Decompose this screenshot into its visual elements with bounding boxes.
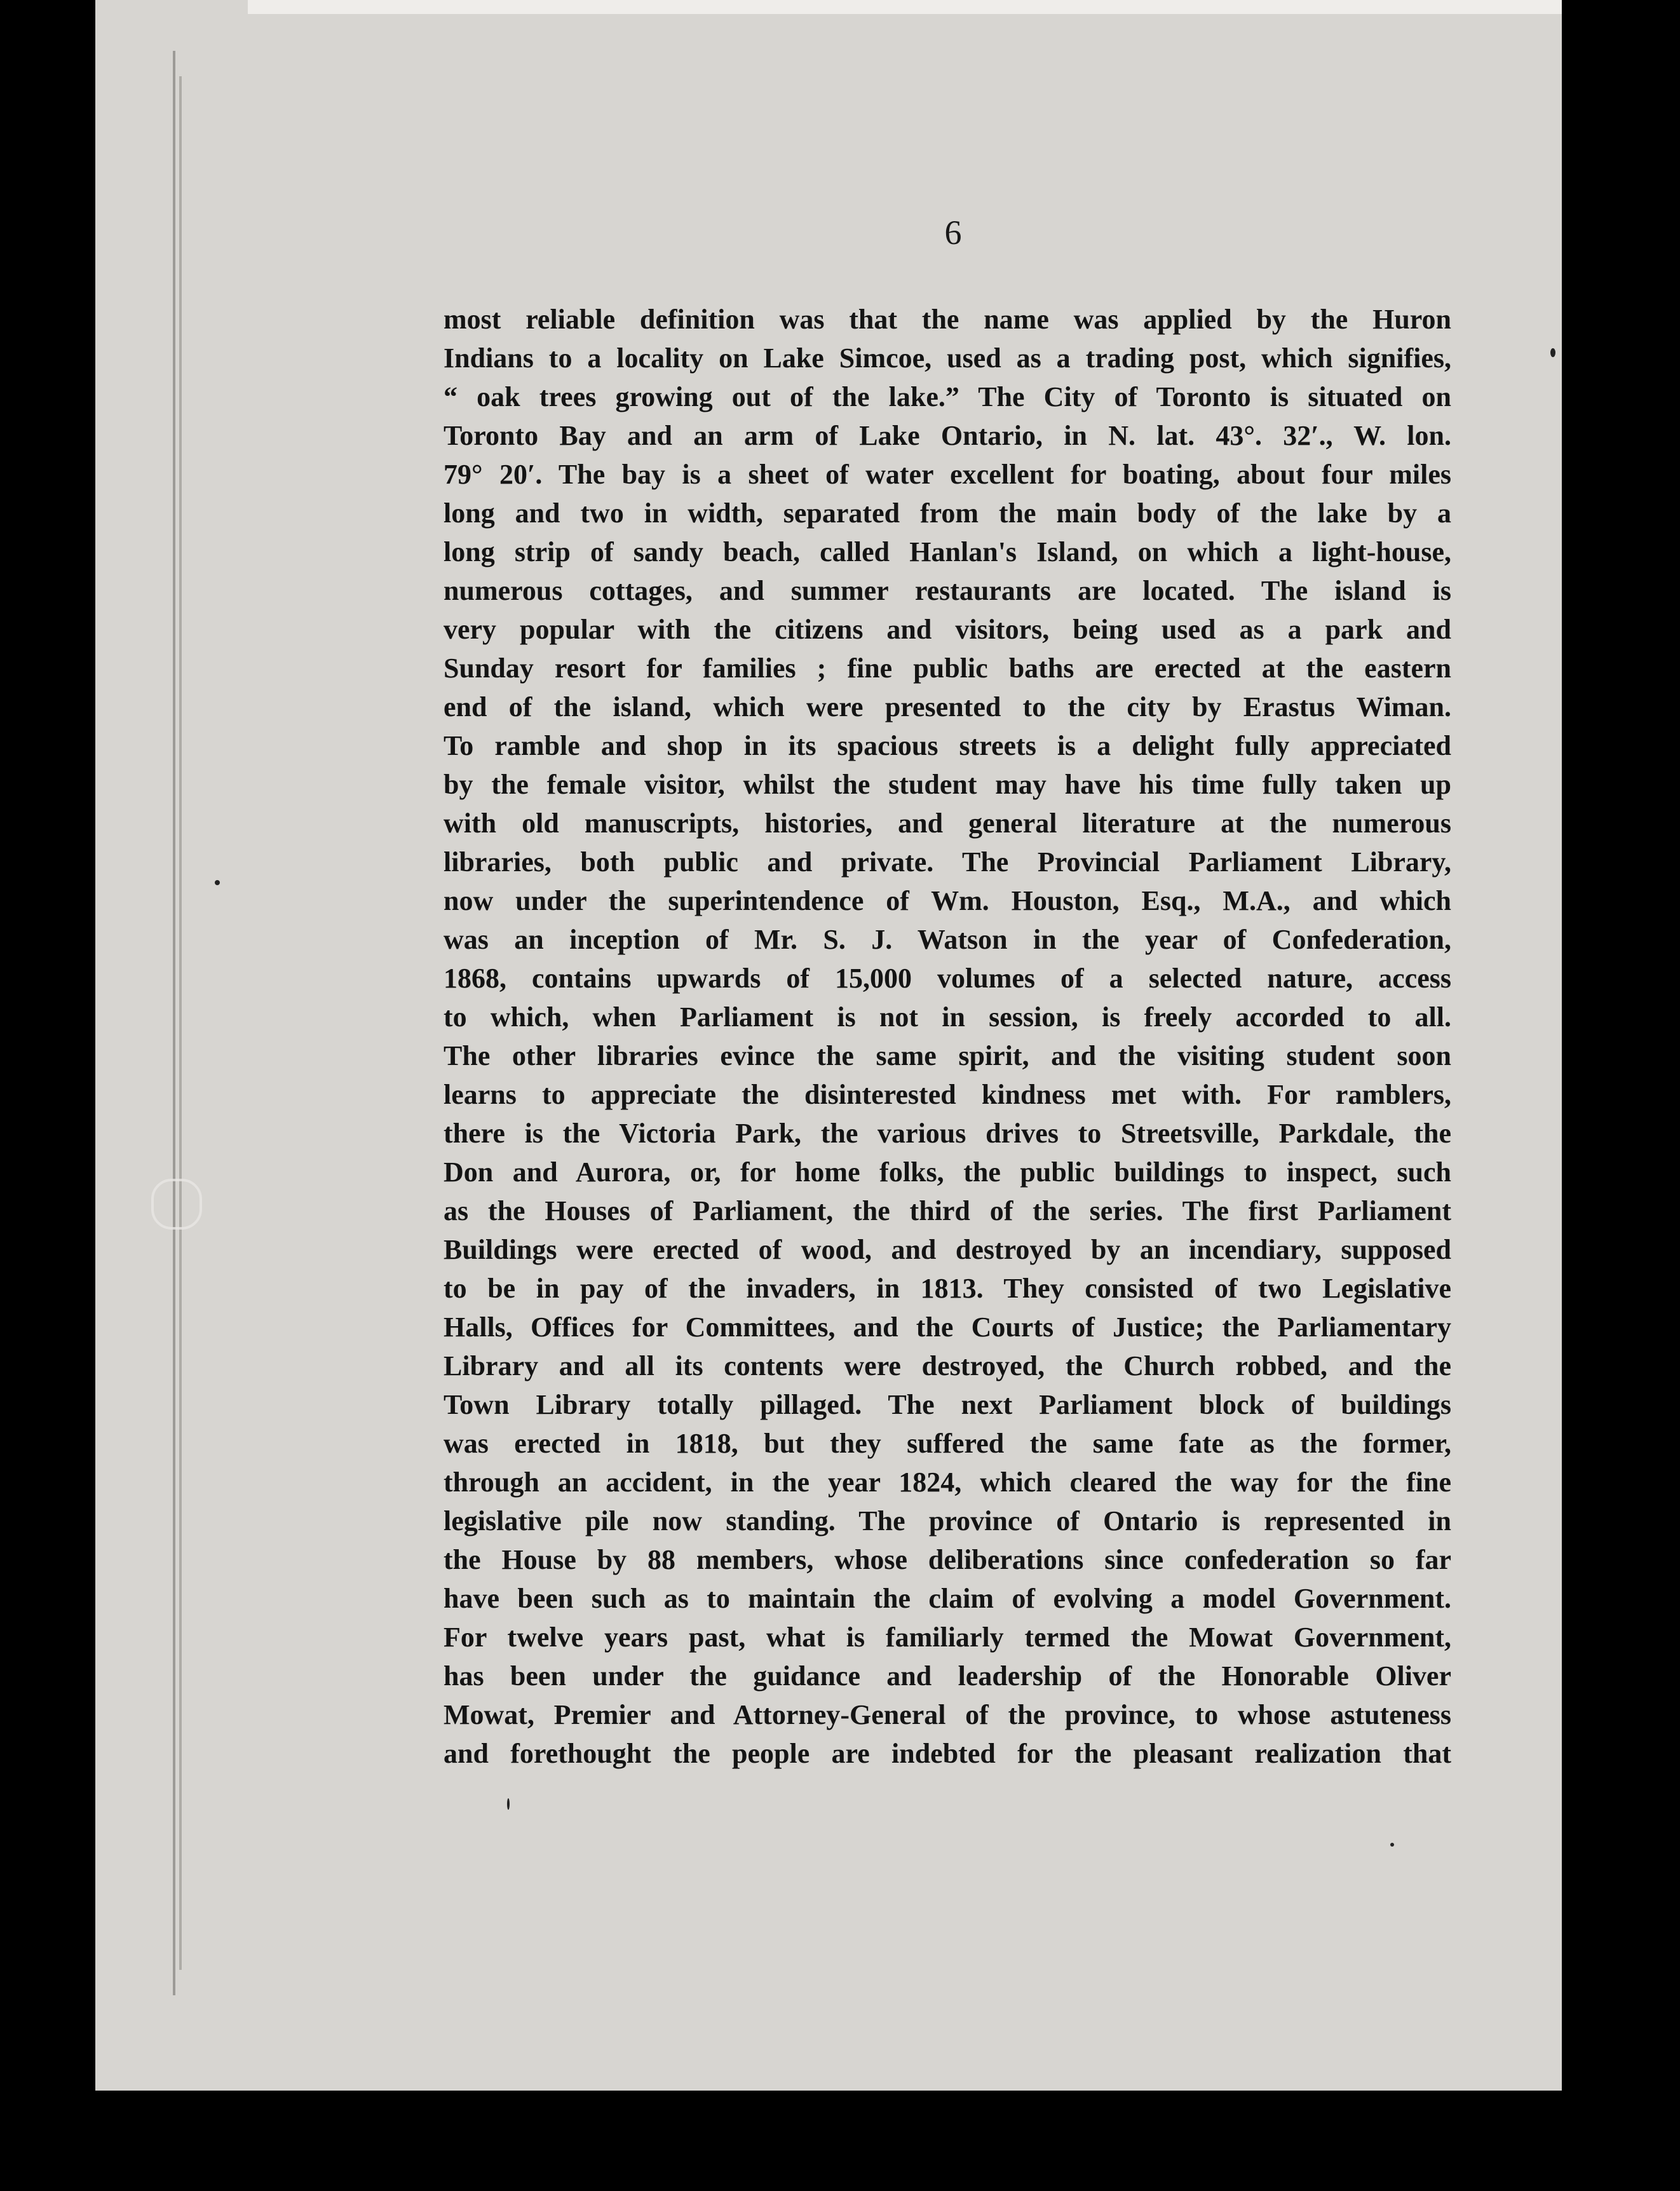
text-line: to which, when Parliament is not in session, is freely accorded to all.: [444, 1001, 1451, 1033]
text-line: to be in pay of the invaders, in 1813. They consisted of two Legislative: [444, 1273, 1451, 1304]
scan-speck: [1550, 348, 1555, 357]
text-line: Halls, Offices for Committees, and the Courts of Justice; the Parliamentary: [444, 1312, 1451, 1343]
page-number: 6: [944, 214, 962, 252]
text-line: To ramble and shop in its spacious streets is a delight fully appreciated: [444, 730, 1451, 761]
text-line: Town Library totally pillaged. The next Parliament block of buildings: [444, 1389, 1451, 1420]
text-line: 1868, contains upwards of 15,000 volumes of a selected nature, access: [444, 963, 1451, 994]
text-line: there is the Victoria Park, the various drives to Streetsville, Parkdale, the: [444, 1118, 1451, 1149]
scan-speck: [1390, 1843, 1394, 1847]
text-line: and forethought the people are indebted for the pleasant realization that: [444, 1738, 1451, 1769]
text-line: Mowat, Premier and Attorney-General of the province, to whose astuteness: [444, 1699, 1451, 1730]
text-line: have been such as to maintain the claim of evolving a model Government.: [444, 1583, 1451, 1614]
book-page: [95, 0, 1562, 2091]
text-line: through an accident, in the year 1824, which cleared the way for the fine: [444, 1467, 1451, 1498]
text-line: has been under the guidance and leadership of the Honorable Oliver: [444, 1660, 1451, 1692]
text-line: learns to appreciate the disinterested kindness met with. For ramblers,: [444, 1079, 1451, 1110]
body-text: [444, 300, 1451, 1773]
text-line: with old manuscripts, histories, and general literature at the numerous: [444, 808, 1451, 839]
text-line: the House by 88 members, whose deliberations since confederation so far: [444, 1544, 1451, 1575]
text-line: Toronto Bay and an arm of Lake Ontario, in N. lat. 43°. 32′., W. lon.: [444, 420, 1451, 451]
text-line: by the female visitor, whilst the student may have his time fully taken up: [444, 769, 1451, 800]
text-line: libraries, both public and private. The Provincial Parliament Library,: [444, 846, 1451, 878]
text-line: long and two in width, separated from the main body of the lake by a: [444, 498, 1451, 529]
page-top-edge: [248, 0, 1562, 14]
scan-speck: [507, 1798, 510, 1810]
text-line: end of the island, which were presented to the city by Erastus Wiman.: [444, 691, 1451, 722]
text-line: numerous cottages, and summer restaurants are located. The island is: [444, 575, 1451, 606]
text-line: Library and all its contents were destroyed, the Church robbed, and the: [444, 1350, 1451, 1381]
text-line: Sunday resort for families ; fine public baths are erected at the eastern: [444, 653, 1451, 684]
text-line: long strip of sandy beach, called Hanlan's Island, on which a light-house,: [444, 536, 1451, 567]
text-line: Indians to a locality on Lake Simcoe, used as a trading post, which signifies,: [444, 343, 1451, 374]
text-line: Buildings were erected of wood, and destroyed by an incendiary, supposed: [444, 1234, 1451, 1265]
text-line: most reliable definition was that the name was applied by the Huron: [444, 304, 1451, 335]
text-line: 79° 20′. The bay is a sheet of water excellent for boating, about four miles: [444, 459, 1451, 490]
text-line: “ oak trees growing out of the lake.” The City of Toronto is situated on: [444, 381, 1451, 412]
text-line: was erected in 1818, but they suffered the same fate as the former,: [444, 1428, 1451, 1459]
text-line: Don and Aurora, or, for home folks, the public buildings to inspect, such: [444, 1157, 1451, 1188]
binding-shadow-line: [179, 76, 182, 1970]
binding-shadow-line: [173, 51, 175, 1995]
text-line: now under the superintendence of Wm. Houston, Esq., M.A., and which: [444, 885, 1451, 916]
scan-artifact: [151, 1179, 202, 1230]
text-line: was an inception of Mr. S. J. Watson in the year of Confederation,: [444, 924, 1451, 955]
text-line: The other libraries evince the same spirit, and the visiting student soon: [444, 1040, 1451, 1071]
scan-speck: [215, 880, 220, 885]
text-line: legislative pile now standing. The province of Ontario is represented in: [444, 1505, 1451, 1536]
text-line: very popular with the citizens and visitors, being used as a park and: [444, 614, 1451, 645]
text-line: as the Houses of Parliament, the third of the series. The first Parliament: [444, 1195, 1451, 1226]
text-line: For twelve years past, what is familiarly termed the Mowat Government,: [444, 1622, 1451, 1653]
